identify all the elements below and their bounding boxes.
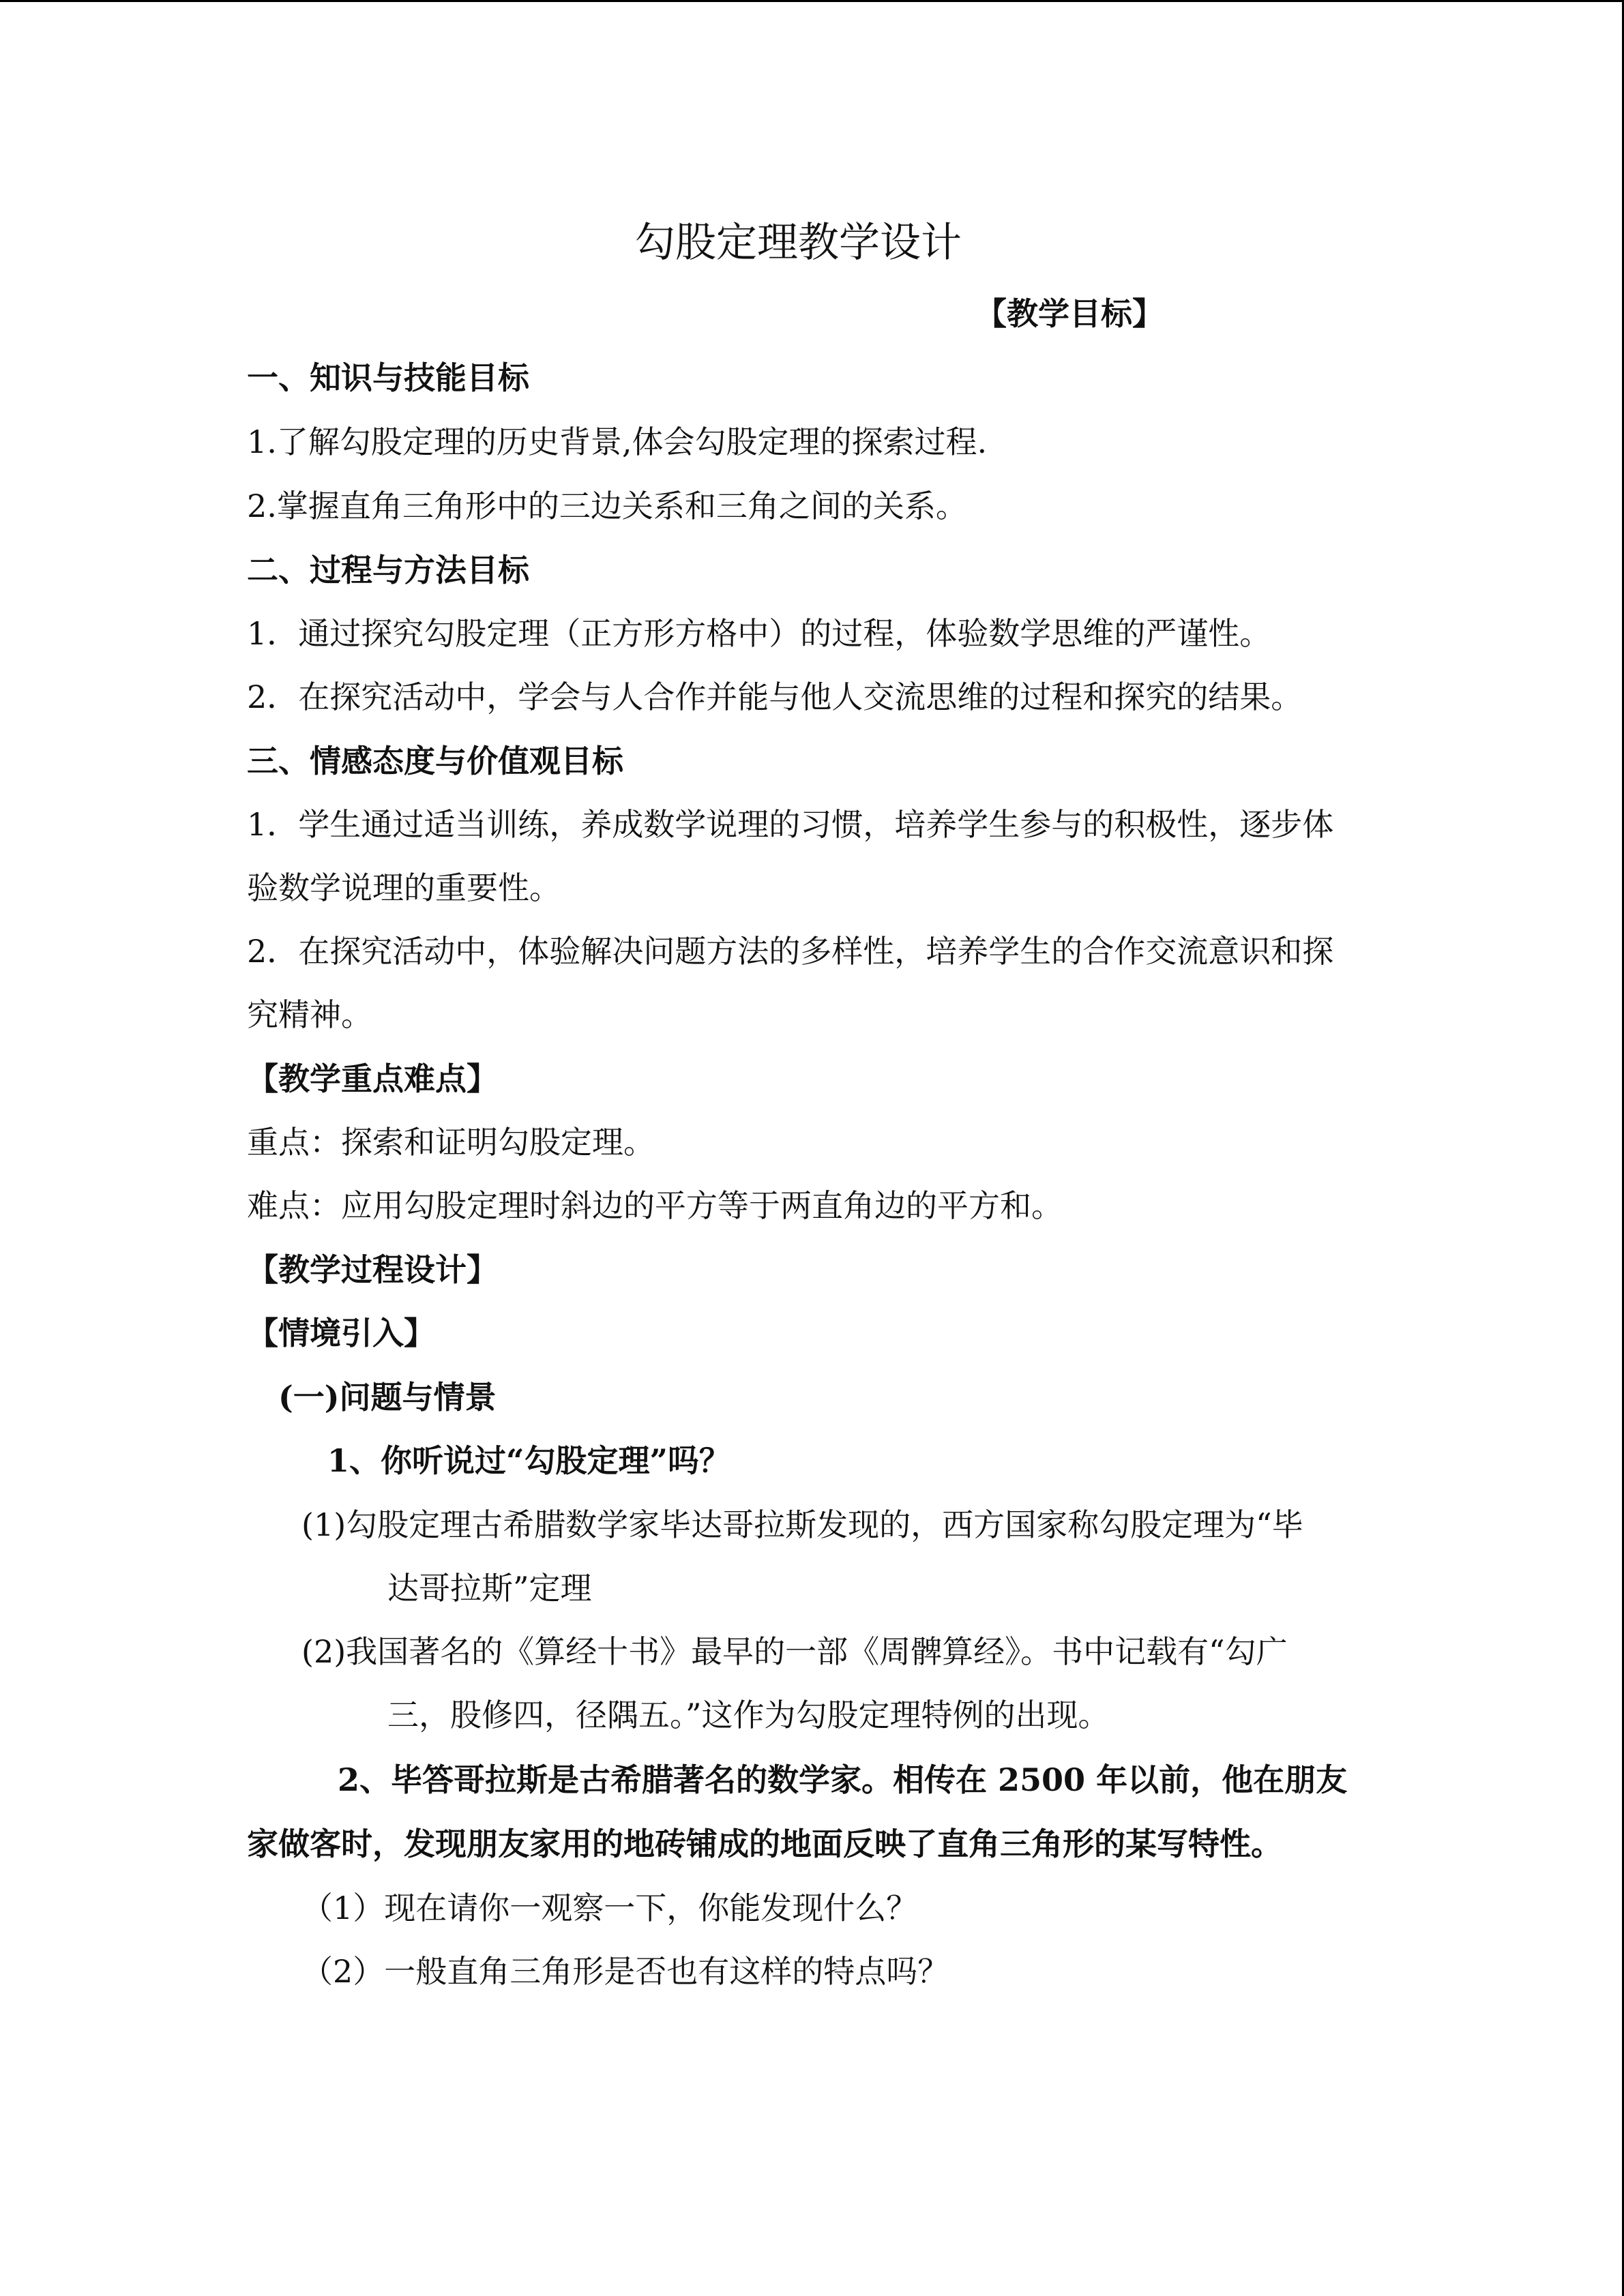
focus-text: 重点：探索和证明勾股定理。	[247, 1124, 655, 1161]
question-2-line-2: 家做客时，发现朋友家用的地砖铺成的地面反映了直角三角形的某写特性。	[247, 1825, 1282, 1862]
key-points-heading: 【教学重点难点】	[247, 1060, 498, 1097]
difficulty-text: 难点：应用勾股定理时斜边的平方等于两直角边的平方和。	[247, 1187, 1063, 1224]
section3-item-1-line-1: 1．学生通过适当训练，养成数学说理的习惯，培养学生参与的积极性，逐步体	[247, 806, 1334, 843]
section3-item-2-line-1: 2．在探究活动中，体验解决问题方法的多样性，培养学生的合作交流意识和探	[247, 933, 1334, 970]
question-1: 1、你听说过“勾股定理”吗？	[327, 1442, 730, 1479]
sub-question-2: （2）一般直角三角形是否也有这样的特点吗？	[301, 1953, 949, 1990]
problem-scenario-heading: (一)问题与情景	[278, 1379, 497, 1416]
question-2-line-1: 2、毕答哥拉斯是古希腊著名的数学家。相传在 2500 年以前，他在朋友	[338, 1761, 1348, 1798]
section2-heading: 二、过程与方法目标	[247, 552, 529, 588]
paragraph-1-line-1: (1)勾股定理古希腊数学家毕达哥拉斯发现的，西方国家称勾股定理为“毕	[301, 1506, 1303, 1543]
paragraph-2-line-1: (2)我国著名的《算经十书》最早的一部《周髀算经》。书中记载有“勾广	[301, 1633, 1288, 1670]
objectives-heading: 【教学目标】	[975, 295, 1164, 332]
section1-item-2: 2.掌握直角三角形中的三边关系和三角之间的关系。	[247, 488, 967, 524]
section1-item-1: 1.了解勾股定理的历史背景,体会勾股定理的探索过程.	[247, 423, 988, 460]
intro-heading: 【情境引入】	[247, 1315, 435, 1352]
paragraph-1-line-2: 达哥拉斯”定理	[387, 1570, 592, 1607]
sub-question-1: （1）现在请你一观察一下，你能发现什么？	[301, 1890, 918, 1926]
section2-item-2: 2．在探究活动中，学会与人合作并能与他人交流思维的过程和探究的结果。	[247, 679, 1303, 715]
section3-item-2-line-2: 究精神。	[247, 996, 372, 1033]
section3-heading: 三、情感态度与价值观目标	[247, 743, 623, 779]
section3-item-1-line-2: 验数学说理的重要性。	[247, 869, 561, 906]
section1-heading: 一、知识与技能目标	[247, 359, 529, 396]
section2-item-1: 1．通过探究勾股定理（正方形方格中）的过程，体验数学思维的严谨性。	[247, 615, 1271, 652]
paragraph-2-line-2: 三，股修四，径隅五。”这作为勾股定理特例的出现。	[387, 1697, 1110, 1733]
document-title: 勾股定理教学设计	[634, 219, 962, 267]
process-heading: 【教学过程设计】	[247, 1251, 498, 1288]
